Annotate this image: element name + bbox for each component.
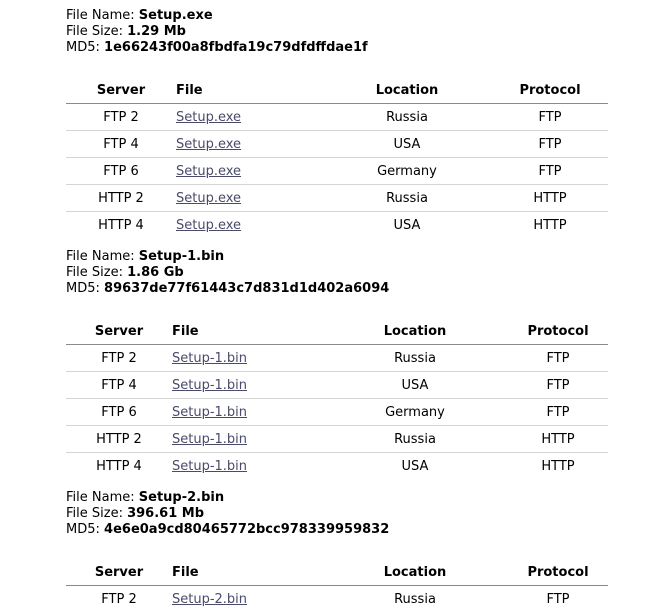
download-link[interactable]: Setup.exe [176, 217, 242, 233]
download-link[interactable]: Setup-1.bin [172, 377, 248, 393]
file-size-label: File Size: [66, 265, 123, 280]
file-size-line [66, 506, 608, 522]
file-cell [172, 453, 322, 480]
md5-line [66, 40, 608, 56]
server-cell: FTP 6 [66, 399, 172, 426]
server-cell: FTP 4 [66, 372, 172, 399]
column-header-server: Server [66, 318, 172, 345]
server-cell: FTP 2 [66, 345, 172, 372]
location-cell: USA [393, 217, 421, 233]
location-cell: Germany [322, 158, 492, 185]
server-cell: HTTP 2 [66, 185, 176, 212]
column-header-server: Server [66, 559, 172, 586]
file-size-value: 396.61 Mb [127, 506, 205, 521]
column-header-protocol: Protocol [508, 559, 608, 586]
table-row [66, 399, 608, 426]
protocol-cell: FTP [508, 372, 608, 399]
server-cell: FTP 6 [66, 158, 176, 185]
file-size-line [66, 24, 608, 40]
table-header-row [66, 559, 608, 586]
file-name-label: File Name: [66, 8, 135, 23]
download-link[interactable]: Setup-2.bin [172, 591, 248, 607]
protocol-cell: FTP [508, 345, 608, 372]
location-cell: Germany [322, 399, 508, 426]
protocol-cell: HTTP [508, 426, 608, 453]
md5-label: MD5: [66, 40, 100, 55]
file-cell [176, 158, 322, 185]
location-cell: USA [322, 372, 508, 399]
table-row [66, 586, 608, 613]
file-name-value: Setup-1.bin [138, 249, 225, 264]
protocol-cell: FTP [492, 158, 608, 185]
protocol-cell: FTP [492, 104, 608, 131]
server-cell: HTTP 2 [66, 426, 172, 453]
table-row [66, 372, 608, 399]
file-name-label: File Name: [66, 490, 135, 505]
file-size-value: 1.29 Mb [127, 24, 186, 39]
column-header-protocol: Protocol [492, 77, 608, 104]
file-name-line [66, 8, 608, 24]
protocol-cell: FTP [546, 591, 570, 607]
table-row [66, 158, 608, 185]
table-header-row [66, 318, 608, 345]
md5-value: 4e6e0a9cd80465772bcc978339959832 [104, 522, 390, 537]
file-name-label: File Name: [66, 249, 135, 264]
location-cell: Russia [322, 345, 508, 372]
file-size-label: File Size: [66, 506, 123, 521]
column-header-file: File [176, 77, 322, 104]
file-size-label: File Size: [66, 24, 123, 39]
md5-label: MD5: [66, 281, 100, 296]
column-header-server: Server [66, 77, 176, 104]
mirror-table [66, 318, 608, 479]
md5-line [66, 522, 608, 538]
file-name-value: Setup-2.bin [138, 490, 225, 505]
file-name-line [66, 249, 608, 265]
file-size-value: 1.86 Gb [127, 265, 184, 280]
file-block-setup-exe [66, 8, 608, 238]
location-cell: Russia [394, 591, 436, 607]
table-row [66, 345, 608, 372]
file-cell [176, 185, 322, 212]
file-cell [172, 345, 322, 372]
download-link[interactable]: Setup-1.bin [172, 350, 248, 366]
table-row [66, 104, 608, 131]
server-cell: HTTP 4 [96, 458, 142, 474]
protocol-cell: FTP [508, 399, 608, 426]
file-cell [172, 399, 322, 426]
file-cell [172, 586, 322, 613]
location-cell: Russia [322, 185, 492, 212]
md5-line [66, 281, 608, 297]
location-cell: Russia [322, 104, 492, 131]
md5-label: MD5: [66, 522, 100, 537]
file-size-line [66, 265, 608, 281]
download-link[interactable]: Setup.exe [176, 109, 242, 125]
download-link[interactable]: Setup-1.bin [172, 458, 248, 474]
file-block-setup-1-bin [66, 249, 608, 479]
download-link[interactable]: Setup.exe [176, 163, 242, 179]
column-header-protocol: Protocol [508, 318, 608, 345]
md5-value: 89637de77f61443c7d831d1d402a6094 [104, 281, 390, 296]
file-name-value: Setup.exe [138, 8, 213, 23]
column-header-file: File [172, 318, 322, 345]
file-cell [176, 104, 322, 131]
column-header-location: Location [322, 559, 508, 586]
column-header-location: Location [322, 318, 508, 345]
protocol-cell: FTP [492, 131, 608, 158]
table-row [66, 453, 608, 480]
mirror-table [66, 559, 608, 612]
download-link[interactable]: Setup.exe [176, 190, 242, 206]
mirror-table [66, 77, 608, 238]
table-row [66, 131, 608, 158]
server-cell: FTP 2 [66, 104, 176, 131]
file-cell [172, 372, 322, 399]
table-row [66, 185, 608, 212]
location-cell: USA [401, 458, 429, 474]
server-cell: HTTP 4 [98, 217, 144, 233]
protocol-cell: HTTP [533, 217, 567, 233]
download-link[interactable]: Setup-1.bin [172, 431, 248, 447]
table-row [66, 426, 608, 453]
file-cell [176, 212, 322, 239]
location-cell: Russia [322, 426, 508, 453]
file-cell [176, 131, 322, 158]
md5-value: 1e66243f00a8fbdfa19c79dfdffdae1f [104, 40, 368, 55]
location-cell: USA [322, 131, 492, 158]
table-header-row [66, 77, 608, 104]
column-header-location: Location [322, 77, 492, 104]
file-cell [172, 426, 322, 453]
protocol-cell: HTTP [541, 458, 575, 474]
download-link[interactable]: Setup-1.bin [172, 404, 248, 420]
file-block-setup-2-bin [66, 490, 608, 612]
column-header-file: File [172, 559, 322, 586]
file-name-line [66, 490, 608, 506]
download-link[interactable]: Setup.exe [176, 136, 242, 152]
server-cell: FTP 2 [101, 591, 137, 607]
table-row [66, 212, 608, 239]
protocol-cell: HTTP [492, 185, 608, 212]
server-cell: FTP 4 [66, 131, 176, 158]
